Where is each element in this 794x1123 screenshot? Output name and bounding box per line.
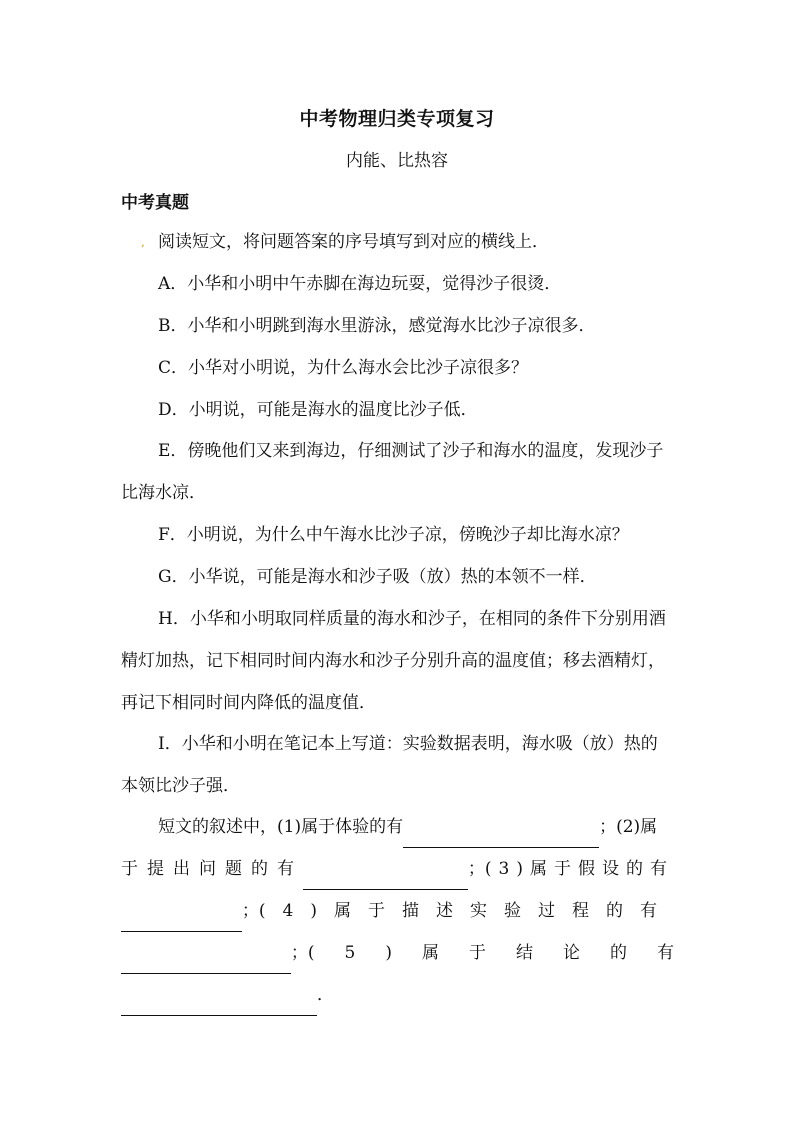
answer-blank-1[interactable] <box>403 821 599 848</box>
intro-text: 阅读短文，将问题答案的序号填写到对应的横线上． <box>158 232 549 252</box>
question-5-label: (5)属于结论的有 <box>307 943 704 963</box>
separator: ； <box>467 859 485 879</box>
separator: ； <box>241 901 259 921</box>
separator: ； <box>290 943 308 963</box>
list-item-c: C．小华对小明说，为什么海水会比沙子凉很多？ <box>158 358 529 378</box>
answer-blank-3[interactable] <box>121 905 242 932</box>
list-item-e: E．傍晚他们又来到海边，仔细测试了沙子和海水的温度，发现沙子比海水凉． <box>121 441 664 503</box>
question-3-label: (3)属于假设的有 <box>484 859 674 879</box>
list-item-b: B．小华和小明跳到海水里游泳，感觉海水比沙子凉很多． <box>158 316 596 336</box>
answer-blank-4[interactable] <box>121 947 291 974</box>
question-line-5 <box>121 974 674 1016</box>
question-line-3 <box>121 890 674 932</box>
answer-blank-2[interactable] <box>303 863 468 890</box>
list-item-i: I．小华和小明在笔记本上写道：实验数据表明，海水吸（放）热的本领比沙子强． <box>121 734 658 796</box>
question-lead: 短文的叙述中， <box>158 817 277 837</box>
question-2-label-part: (2)属 <box>616 817 658 837</box>
end-period: ． <box>317 985 334 1005</box>
answer-blank-5[interactable] <box>121 989 317 1016</box>
question-2-label-rest: 于提出问题的有 <box>121 859 303 879</box>
question-number-mark: , <box>141 235 145 249</box>
question-line-2 <box>121 848 674 890</box>
list-item-h: H．小华和小明取同样质量的海水和沙子，在相同的条件下分别用酒精灯加热，记下相同时间内海水和沙子分别升高的温度值；移去酒精灯，再记下相同时间内降低的温度值． <box>121 609 666 713</box>
page-title: 中考物理归类专项复习 <box>299 108 495 130</box>
list-item-a: A．小华和小明中午赤脚在海边玩耍，觉得沙子很烫． <box>158 274 562 294</box>
list-item-d: D．小明说，可能是海水的温度比沙子低． <box>158 400 478 420</box>
question-line-4 <box>121 932 704 974</box>
question-1-label: (1)属于体验的有 <box>277 817 404 837</box>
question-line-1 <box>121 806 674 848</box>
list-item-g: G．小华说，可能是海水和沙子吸（放）热的本领不一样． <box>158 567 597 587</box>
page-subtitle: 内能、比热容 <box>346 151 448 171</box>
separator: ； <box>599 817 617 837</box>
section-heading: 中考真题 <box>121 193 189 213</box>
list-item-f: F．小明说，为什么中午海水比沙子凉，傍晚沙子却比海水凉？ <box>158 525 629 545</box>
question-4-label: (4)属于描述实验过程的有 <box>258 901 674 921</box>
